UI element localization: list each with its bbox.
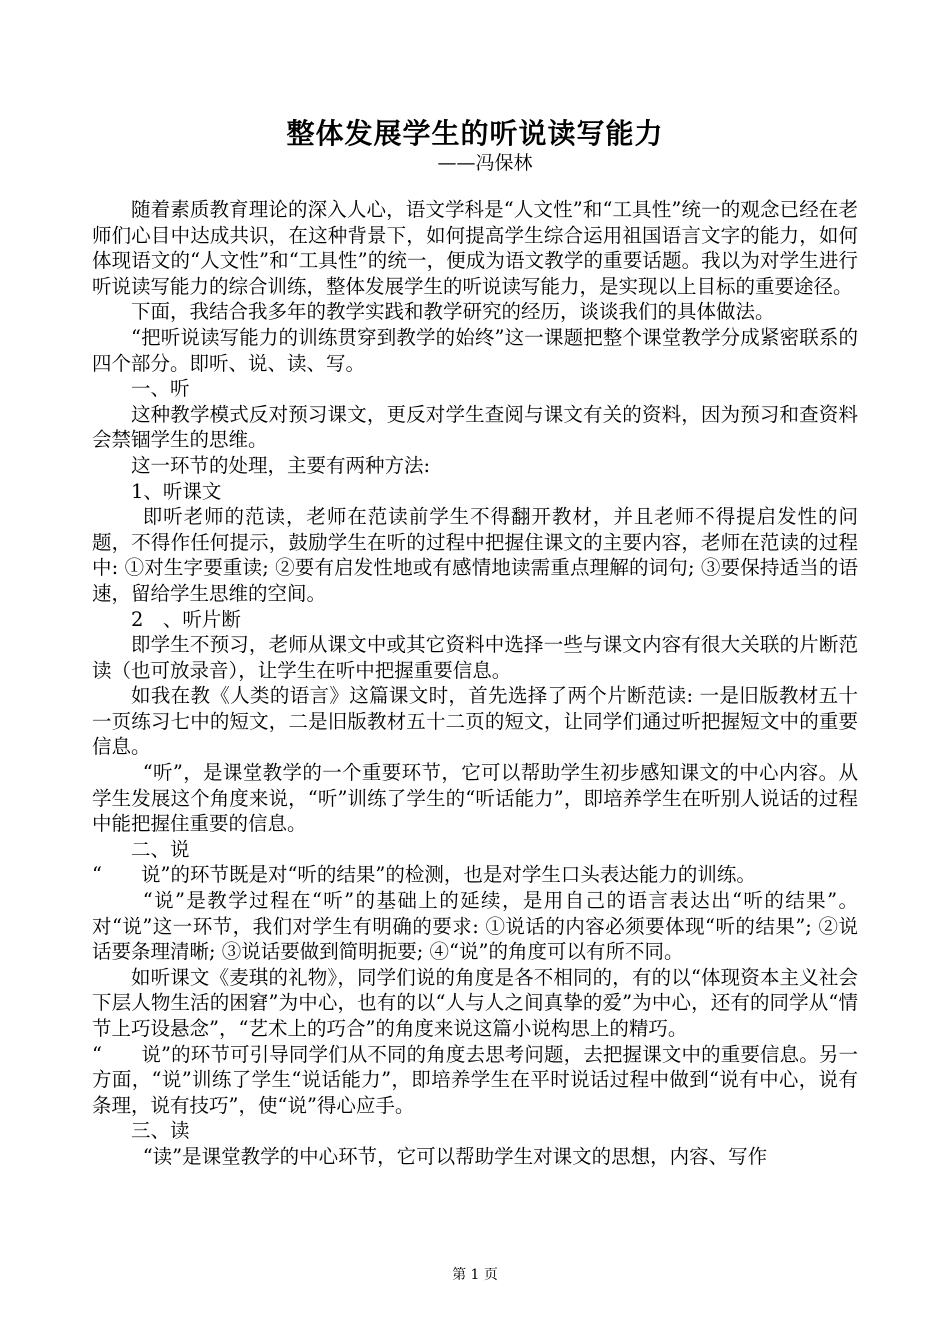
paragraph: 随着素质教育理论的深入人心，语文学科是“人文性”和“工具性”统一的观念已经在老师们心目中达成共识，在这种背景下，如何提高学生综合运用祖国语言文字的能力，如何体现语文的“人文性”和“工具性”的统一，便成为语文教学的重要话题。我以为对学生进行听说读写能力的综合训练，整体发展学生的听说读写能力，是实现以上目标的重要途径。 xyxy=(92,198,858,298)
paragraph: 下面，我结合我多年的教学实践和教学研究的经历，谈谈我们的具体做法。 xyxy=(131,300,775,324)
paragraph: “说”是教学过程在“听”的基础上的延续，是用自己的语言表达出“听的结果”。对“说”这一环节，我们对学生有明确的要求: ①说话的内容必须要体现“听的结果”; ②说话要条理清晰; ③说话要做到简明扼要; ④“说”的角度可以有所不同。 xyxy=(92,889,858,964)
document-author: ——冯保林 xyxy=(437,152,533,174)
subsection-heading: 2 、听片断 xyxy=(131,607,241,631)
section-heading: 二、说 xyxy=(131,837,190,861)
paragraph: “把听说读写能力的训练贯穿到教学的始终”这一课题把整个课堂教学分成紧密联系的四个部分。即听、说、读、写。 xyxy=(92,325,858,375)
paragraph: “ 说”的环节可引导同学们从不同的角度去思考问题，去把握课文中的重要信息。另一方面，“说”训练了学生“说话能力”，即培养学生在平时说话过程中做到“说有中心，说有条理，说有技巧”，使“说”得心应手。 xyxy=(92,1042,858,1117)
paragraph: “ 说”的环节既是对“听的结果”的检测，也是对学生口头表达能力的训练。 xyxy=(92,863,756,887)
section-heading: 一、听 xyxy=(131,377,190,401)
document-body xyxy=(92,197,858,1170)
paragraph: 这种教学模式反对预习课文，更反对学生查阅与课文有关的资料，因为预习和查资料会禁锢学生的思维。 xyxy=(92,402,858,452)
paragraph: 如我在教《人类的语言》这篇课文时，首先选择了两个片断范读: 一是旧版教材五十一页练习七中的短文，二是旧版教材五十二页的短文，让同学们通过听把握短文中的重要信息。 xyxy=(92,684,858,759)
page-number: 第 1 页 xyxy=(452,1267,498,1283)
paragraph: 这一环节的处理，主要有两种方法: xyxy=(131,453,431,477)
paragraph: “读”是课堂教学的中心环节，它可以帮助学生对课文的思想，内容、写作 xyxy=(142,1144,768,1168)
paragraph: 即学生不预习，老师从课文中或其它资料中选择一些与课文内容有很大关联的片断范读（也可放录音），让学生在听中把握重要信息。 xyxy=(92,633,858,682)
section-heading: 三、读 xyxy=(131,1119,190,1143)
paragraph: 即听老师的范读，老师在范读前学生不得翻开教材，并且老师不得提启发性的问题，不得作任何提示，鼓励学生在听的过程中把握住课文的主要内容，老师在范读的过程中: ①对生字要重读; ②要有启发性地或有感情地读需重点理解的词句; ③要保持适当的语速，留给学生思维的空间。 xyxy=(92,505,858,605)
document-title: 整体发展学生的听说读写能力 xyxy=(286,117,664,150)
paragraph: “听”，是课堂教学的一个重要环节，它可以帮助学生初步感知课文的中心内容。从学生发展这个角度来说，“听”训练了学生的“听话能力”，即培养学生在听别人说话的过程中能把握住重要的信息。 xyxy=(92,761,858,836)
paragraph: 如听课文《麦琪的礼物》，同学们说的角度是各不相同的，有的以“体现资本主义社会下层人物生活的困窘”为中心，也有的以“人与人之间真挚的爱”为中心，还有的同学从“情节上巧设悬念”，“艺术上的巧合”的角度来说这篇小说构思上的精巧。 xyxy=(92,965,858,1040)
subsection-heading: 1、听课文 xyxy=(131,479,222,503)
